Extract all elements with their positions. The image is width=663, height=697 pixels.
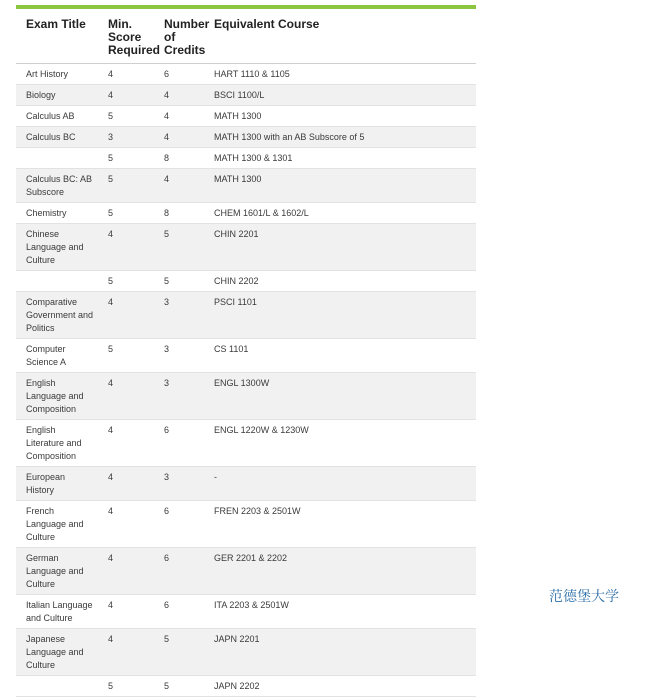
cell-min-score: 3 — [98, 127, 154, 148]
table-row — [16, 148, 476, 169]
cell-min-score: 5 — [98, 339, 154, 373]
table-row — [16, 548, 476, 595]
cell-credits: 5 — [154, 629, 204, 676]
table-row — [16, 676, 476, 697]
cell-equivalent-course: ITA 2203 & 2501W — [204, 595, 476, 629]
table-row — [16, 106, 476, 127]
cell-equivalent-course: MATH 1300 — [204, 106, 476, 127]
cell-exam-title: Comparative Government and Politics — [16, 292, 98, 339]
cell-credits: 6 — [154, 595, 204, 629]
cell-credits: 6 — [154, 548, 204, 595]
cell-min-score: 4 — [98, 595, 154, 629]
cell-equivalent-course: - — [204, 467, 476, 501]
cell-exam-title: Calculus BC — [16, 127, 98, 148]
cell-equivalent-course: BSCI 1100/L — [204, 85, 476, 106]
cell-equivalent-course: FREN 2203 & 2501W — [204, 501, 476, 548]
cell-equivalent-course: CHIN 2201 — [204, 224, 476, 271]
header-min-score: Min. Score Required — [98, 9, 154, 64]
table-row — [16, 292, 476, 339]
cell-credits: 5 — [154, 676, 204, 697]
cell-min-score: 4 — [98, 292, 154, 339]
cell-exam-title: French Language and Culture — [16, 501, 98, 548]
cell-exam-title: European History — [16, 467, 98, 501]
cell-credits: 4 — [154, 85, 204, 106]
cell-equivalent-course: ENGL 1300W — [204, 373, 476, 420]
cell-equivalent-course: CS 1101 — [204, 339, 476, 373]
cell-exam-title: Art History — [16, 64, 98, 85]
cell-min-score: 5 — [98, 271, 154, 292]
table-row — [16, 224, 476, 271]
cell-credits: 6 — [154, 420, 204, 467]
cell-exam-title — [16, 271, 98, 292]
table-row — [16, 467, 476, 501]
ap-credit-table — [16, 9, 476, 697]
cell-credits: 3 — [154, 339, 204, 373]
cell-min-score: 5 — [98, 169, 154, 203]
cell-credits: 8 — [154, 148, 204, 169]
table-row — [16, 271, 476, 292]
cell-exam-title: Computer Science A — [16, 339, 98, 373]
cell-equivalent-course: JAPN 2201 — [204, 629, 476, 676]
cell-exam-title: German Language and Culture — [16, 548, 98, 595]
header-equivalent-course: Equivalent Course — [204, 9, 476, 64]
cell-equivalent-course: MATH 1300 & 1301 — [204, 148, 476, 169]
cell-equivalent-course: PSCI 1101 — [204, 292, 476, 339]
cell-min-score: 4 — [98, 548, 154, 595]
cell-credits: 5 — [154, 224, 204, 271]
cell-min-score: 4 — [98, 501, 154, 548]
cell-credits: 6 — [154, 64, 204, 85]
cell-min-score: 4 — [98, 373, 154, 420]
cell-exam-title: English Literature and Composition — [16, 420, 98, 467]
cell-credits: 3 — [154, 373, 204, 420]
table-body — [16, 64, 476, 697]
watermark-text: 范德堡大学 — [549, 589, 619, 605]
cell-credits: 4 — [154, 106, 204, 127]
cell-exam-title: Chemistry — [16, 203, 98, 224]
cell-min-score: 4 — [98, 629, 154, 676]
cell-credits: 4 — [154, 127, 204, 148]
table-row — [16, 127, 476, 148]
table-header-row — [16, 9, 476, 64]
cell-equivalent-course: MATH 1300 — [204, 169, 476, 203]
cell-equivalent-course: JAPN 2202 — [204, 676, 476, 697]
cell-exam-title — [16, 148, 98, 169]
cell-min-score: 4 — [98, 224, 154, 271]
cell-equivalent-course: GER 2201 & 2202 — [204, 548, 476, 595]
table-row — [16, 203, 476, 224]
cell-equivalent-course: HART 1110 & 1105 — [204, 64, 476, 85]
cell-exam-title: Japanese Language and Culture — [16, 629, 98, 676]
table-row — [16, 169, 476, 203]
header-credits: Number of Credits — [154, 9, 204, 64]
cell-exam-title: English Language and Composition — [16, 373, 98, 420]
cell-min-score: 4 — [98, 64, 154, 85]
cell-exam-title: Calculus AB — [16, 106, 98, 127]
cell-credits: 3 — [154, 467, 204, 501]
table-row — [16, 595, 476, 629]
cell-min-score: 5 — [98, 148, 154, 169]
table-row — [16, 420, 476, 467]
header-exam-title: Exam Title — [16, 9, 98, 64]
table-row — [16, 339, 476, 373]
table-row — [16, 629, 476, 676]
cell-min-score: 4 — [98, 85, 154, 106]
cell-exam-title: Calculus BC: AB Subscore — [16, 169, 98, 203]
cell-equivalent-course: ENGL 1220W & 1230W — [204, 420, 476, 467]
cell-min-score: 5 — [98, 676, 154, 697]
cell-credits: 6 — [154, 501, 204, 548]
cell-credits: 8 — [154, 203, 204, 224]
table-row — [16, 501, 476, 548]
cell-min-score: 4 — [98, 467, 154, 501]
cell-min-score: 5 — [98, 106, 154, 127]
table-row — [16, 373, 476, 420]
cell-equivalent-course: CHIN 2202 — [204, 271, 476, 292]
cell-min-score: 5 — [98, 203, 154, 224]
cell-exam-title: Biology — [16, 85, 98, 106]
cell-credits: 5 — [154, 271, 204, 292]
table-row — [16, 64, 476, 85]
cell-exam-title — [16, 676, 98, 697]
cell-exam-title: Chinese Language and Culture — [16, 224, 98, 271]
cell-credits: 4 — [154, 169, 204, 203]
cell-min-score: 4 — [98, 420, 154, 467]
cell-equivalent-course: CHEM 1601/L & 1602/L — [204, 203, 476, 224]
cell-credits: 3 — [154, 292, 204, 339]
cell-equivalent-course: MATH 1300 with an AB Subscore of 5 — [204, 127, 476, 148]
ap-credit-table-container — [16, 5, 476, 697]
cell-exam-title: Italian Language and Culture — [16, 595, 98, 629]
table-row — [16, 85, 476, 106]
